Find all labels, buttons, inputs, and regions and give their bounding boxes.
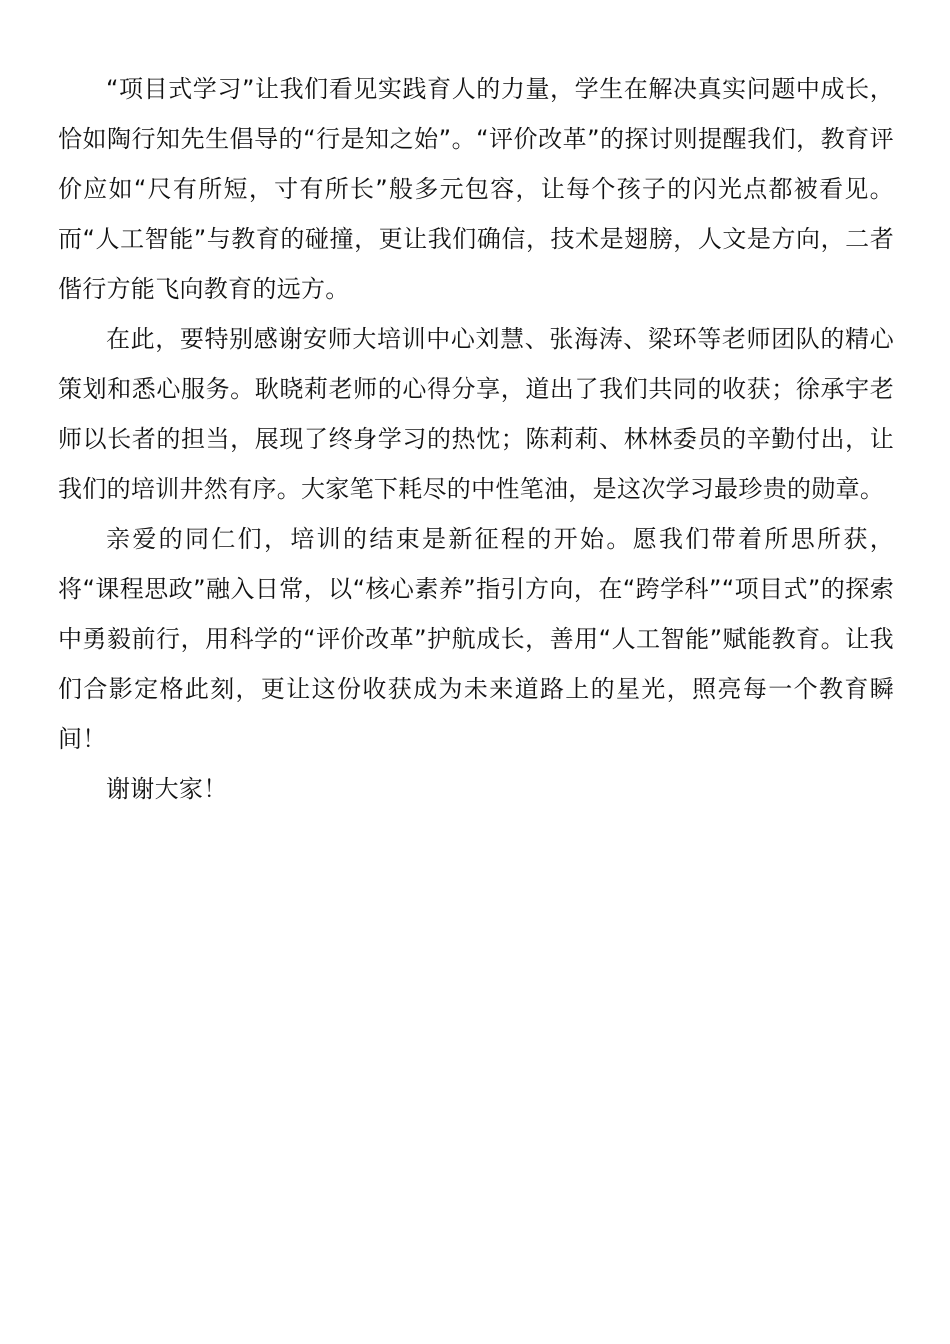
paragraph-project-learning: “项目式学习”让我们看见实践育人的力量，学生在解决真实问题中成长，恰如陶行知先生倡导的“行是知之始”。“评价改革”的探讨则提醒我们，教育评价应如“尺有所短，寸有所长”般多元包容，让每个孩子的闪光点都被看见。而“人工智能”与教育的碰撞，更让我们确信，技术是翅膀，人文是方向，二者偕行方能飞向教育的远方。 xyxy=(58,75,894,303)
paragraph-thanks: 谢谢大家！ xyxy=(106,775,228,803)
document-page xyxy=(58,64,894,814)
paragraph-acknowledgements: 在此，要特别感谢安师大培训中心刘慧、张海涛、梁环等老师团队的精心策划和悉心服务。耿晓莉老师的心得分享，道出了我们共同的收获；徐承宇老师以长者的担当，展现了终身学习的热忱；陈莉莉、林林委员的辛勤付出，让我们的培训井然有序。大家笔下耗尽的中性笔油，是这次学习最珍贵的勋章。 xyxy=(58,325,894,503)
paragraph-closing-wishes: 亲爱的同仁们，培训的结束是新征程的开始。愿我们带着所思所获，将“课程思政”融入日常，以“核心素养”指引方向，在“跨学科”“项目式”的探索中勇毅前行，用科学的“评价改革”护航成长，善用“人工智能”赋能教育。让我们合影定格此刻，更让这份收获成为未来道路上的星光，照亮每一个教育瞬间！ xyxy=(58,525,894,753)
